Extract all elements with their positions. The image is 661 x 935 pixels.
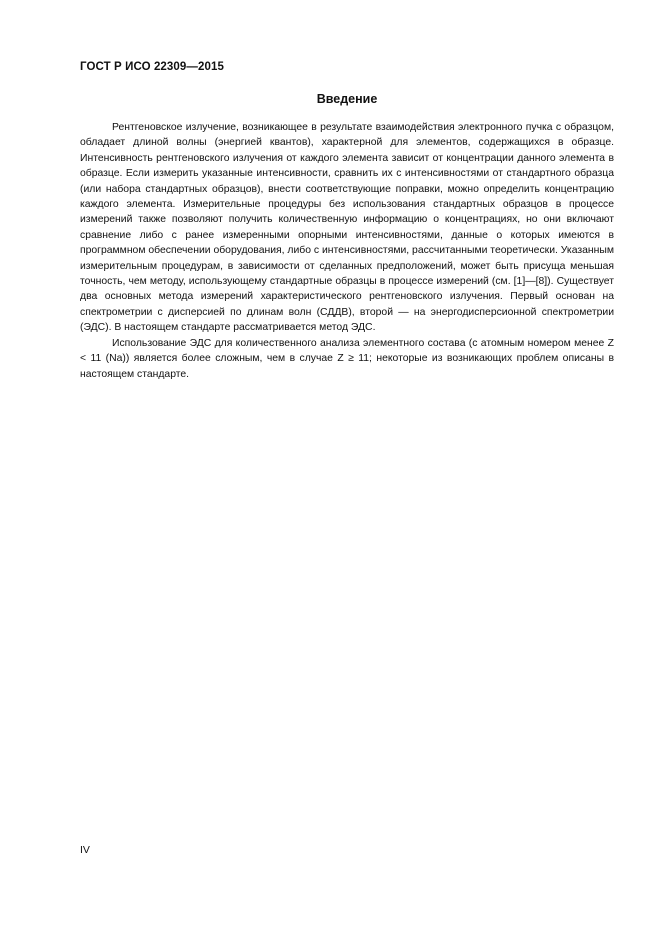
section-title: Введение — [316, 92, 378, 106]
document-header-code: ГОСТ Р ИСО 22309—2015 — [80, 61, 225, 73]
page-number: IV — [80, 844, 90, 856]
paragraph-2: Использование ЭДС для количественного анализа элементного состава (с атомным номером менее Z < 11 (Na)) является более сложным, чем в случае Z ≥ 11; некоторые из возникающих проблем описаны в настоящем стандарте. — [80, 337, 614, 380]
body-text — [80, 120, 614, 382]
paragraph-1: Рентгеновское излучение, возникающее в результате взаимодействия электронного пучка с образцом, обладает длиной волны (энергией квантов), характерной для элементов, содержащихся в образце. Интенсивность рентгеновского излучения от каждого элемента зависит от концентрации данного элемента в образце. Если измерить указанные интенсивности, сравнить их с интенсивностями от стандартного образца (или набора стандартных образцов), внести соответствующие поправки, можно определить концентрацию каждого элемента. Измерительные процедуры без использования стандартных образцов в процессе измерений также позволяют получить количественную информацию о концентрациях, но они включают сравнение либо с ранее измеренными опорными интенсивностями, данные о которых имеются в программном обеспечении оборудования, либо с интенсивностями, рассчитанными теоретически. Указанным измерительным процедурам, в зависимости от сделанных предположений, может быть присуща меньшая точность, чем методу, использующему стандартные образцы в процессе измерений (см. [1]—[8]). Существует два основных метода измерений характеристического рентгеновского излучения. Первый основан на спектрометрии с дисперсией по длинам волн (СДДВ), второй — на энергодисперсионной спектрометрии (ЭДС). В настоящем стандарте рассматривается метод ЭДС. — [80, 122, 614, 334]
